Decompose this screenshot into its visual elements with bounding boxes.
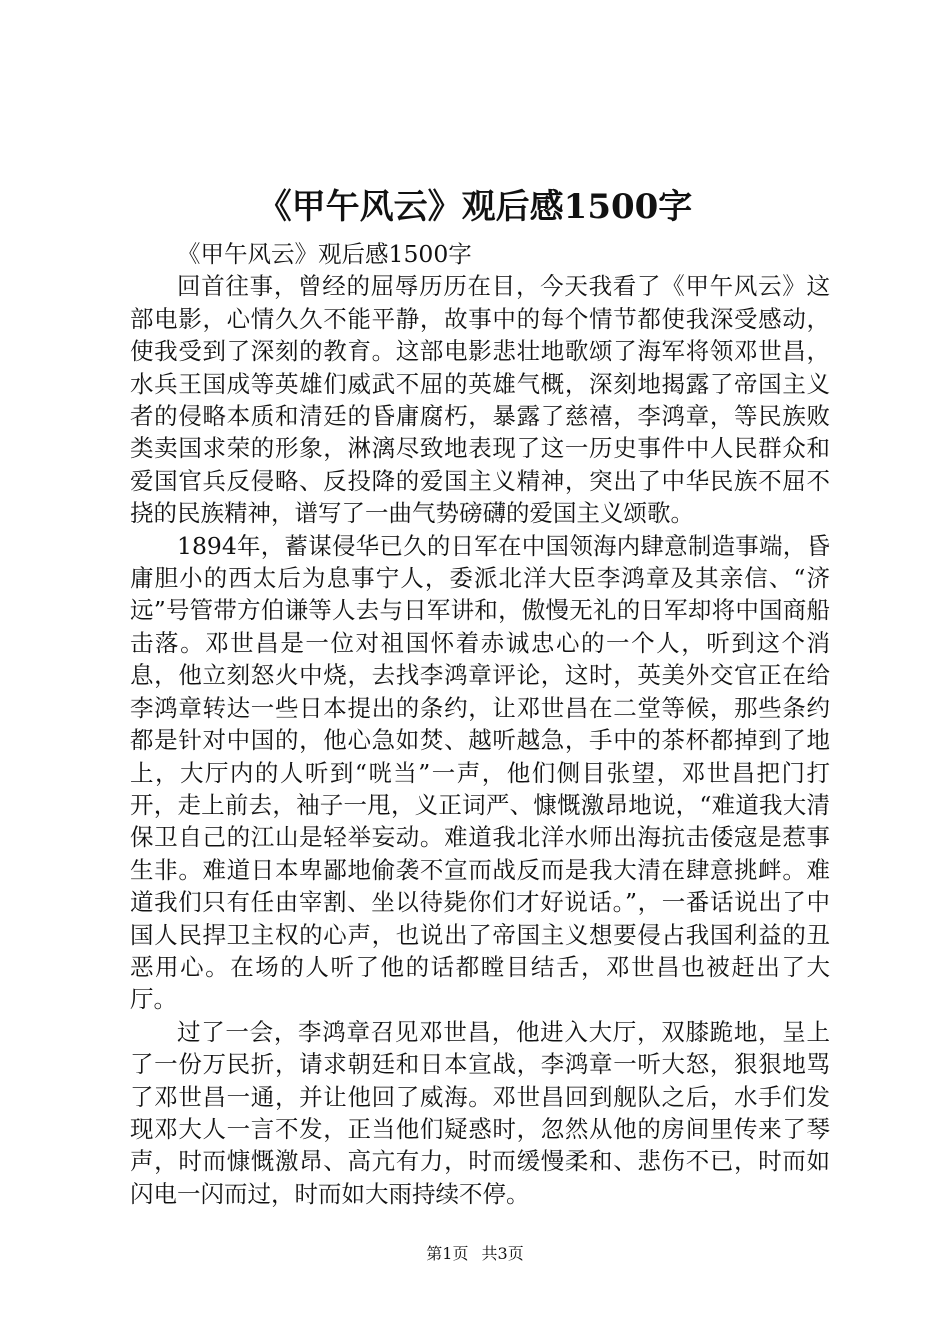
document-title: 《甲午风云》观后感1500字 (257, 187, 693, 227)
paragraph: 过了一会，李鸿章召见邓世昌，他进入大厅，双膝跪地，呈上了一份万民折，请求朝廷和日本宣战，李鸿章一听大怒，狠狠地骂了邓世昌一通，并让他回了威海。邓世昌回到舰队之后，水手们发现邓大人一言不发，正当他们疑惑时，忽然从他的房间里传来了琴声，时而慷慨激昂、高亢有力，时而缓慢柔和、悲伤不已，时而如闪电一闪而过，时而如大雨持续不停。 (130, 1017, 830, 1208)
page-number: 第1页 (426, 1244, 469, 1263)
document-body (130, 238, 830, 1210)
paragraph: 回首往事，曾经的屈辱历历在目，今天我看了《甲午风云》这部电影，心情久久不能平静，故事中的每个情节都使我深受感动，使我受到了深刻的教育。这部电影悲壮地歌颂了海军将领邓世昌，水兵王国成等英雄们威武不屈的英雄气概，深刻地揭露了帝国主义者的侵略本质和清廷的昏庸腐朽，暴露了慈禧，李鸿章，等民族败类卖国求荣的形象，淋漓尽致地表现了这一历史事件中人民群众和爱国官兵反侵略、反投降的爱国主义精神，突出了中华民族不屈不挠的民族精神，谱写了一曲气势磅礴的爱国主义颂歌。 (130, 272, 830, 528)
page-total: 共3页 (481, 1244, 524, 1263)
page-footer (0, 1242, 950, 1266)
document-subtitle: 《甲午风云》观后感1500字 (177, 240, 472, 268)
paragraph: 1894年，蓄谋侵华已久的日军在中国领海内肆意制造事端，昏庸胆小的西太后为息事宁人，委派北洋大臣李鸿章及其亲信、“济远”号管带方伯谦等人去与日军讲和，傲慢无礼的日军却将中国商船击落。邓世昌是一位对祖国怀着赤诚忠心的一个人，听到这个消息，他立刻怒火中烧，去找李鸿章评论，这时，英美外交官正在给李鸿章转达一些日本提出的条约，让邓世昌在二堂等候，那些条约都是针对中国的，他心急如焚、越听越急，手中的茶杯都掉到了地上，大厅内的人听到“咣当”一声，他们侧目张望，邓世昌把门打开，走上前去，袖子一甩，义正词严、慷慨激昂地说，“难道我大清保卫自己的江山是轻举妄动。难道我北洋水师出海抗击倭寇是惹事生非。难道日本卑鄙地偷袭不宣而战反而是我大清在肆意挑衅。难道我们只有任由宰割、坐以待毙你们才好说话。”，一番话说出了中国人民捍卫主权的心声，也说出了帝国主义想要侵占我国利益的丑恶用心。在场的人听了他的话都瞠目结舌，邓世昌也被赶出了大厅。 (130, 531, 830, 1014)
